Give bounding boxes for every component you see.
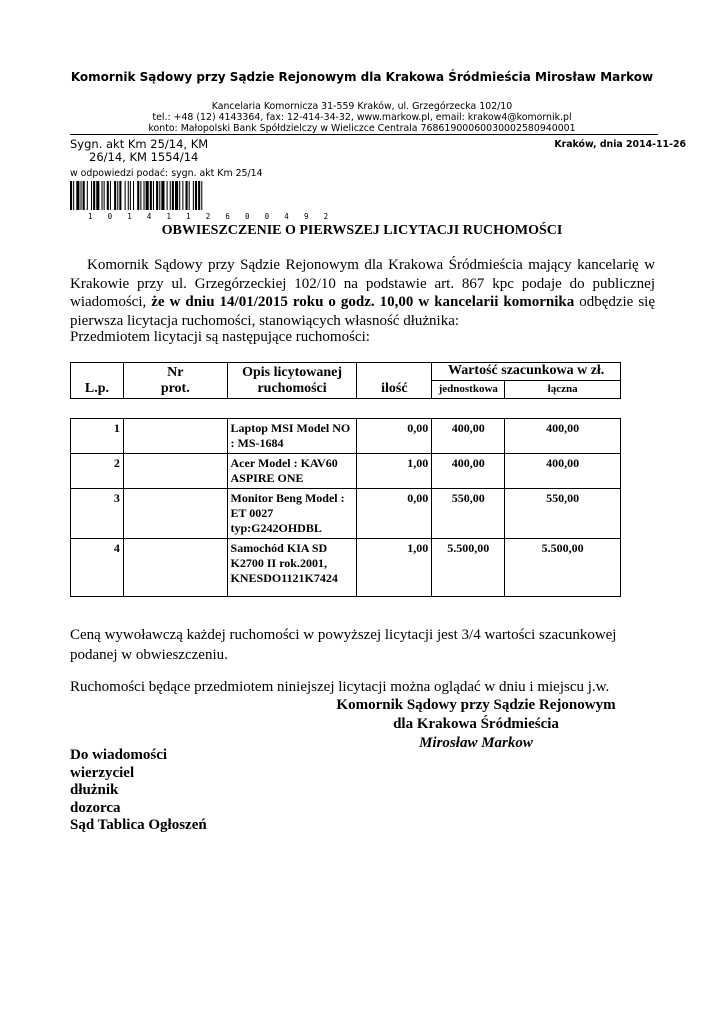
barcode-digits: 1 0 1 4 1 1 2 6 0 0 4 9 2 — [88, 212, 334, 221]
row-description: Monitor Beng Model : ET 0027 typ:G242OHDBL — [227, 489, 357, 539]
distribution-heading: Do wiadomości — [70, 747, 168, 763]
header-nr: Nr — [167, 365, 184, 380]
notice-title: OBWIESZCZENIE O PIERWSZEJ LICYTACJI RUCHOMOŚCI — [161, 223, 563, 238]
row-lp: 4 — [71, 539, 124, 597]
barcode-bar — [102, 181, 103, 210]
barcode-bar — [201, 181, 202, 210]
header-prot: prot. — [160, 381, 190, 396]
header-description — [227, 363, 357, 399]
row-nr — [123, 539, 227, 597]
barcode-bar — [144, 181, 145, 210]
row-unit-value: 550,00 — [432, 489, 505, 539]
barcode-bar — [198, 181, 200, 210]
row-quantity: 1,00 — [357, 454, 432, 489]
notice-body-ending: odbędzie się pierwsza licytacja ruchomości, stanowiących własność dłużnika: — [70, 294, 655, 329]
list-item: Sąd Tablica Ogłoszeń — [70, 817, 207, 833]
header-quantity: ilość — [357, 363, 432, 399]
barcode-bar — [104, 181, 105, 210]
starting-price-note: Ceną wywoławczą każdej ruchomości w powyższej licytacji jest 3/4 wartości szacunkowej podanej w obwieszczeniu. — [70, 627, 617, 663]
barcode-image — [70, 181, 334, 221]
table-row — [71, 419, 621, 454]
signature-name: Mirosław Markow — [419, 735, 533, 751]
barcode-bar — [137, 181, 139, 210]
row-nr — [123, 419, 227, 454]
place-and-date: Kraków, dnia 2014-11-26 — [554, 139, 686, 150]
barcode-bar — [125, 181, 126, 210]
barcode-bar — [146, 181, 149, 210]
barcode-bar — [195, 181, 197, 210]
reply-reference-note: w odpowiedzi podać: sygn. akt Km 25/14 — [70, 168, 263, 179]
barcode-bar — [76, 181, 79, 210]
table-row — [71, 539, 621, 597]
case-reference-line2: 26/14, KM 1554/14 — [89, 150, 199, 164]
header-desc-line1: Opis licytowanej — [242, 365, 343, 380]
barcode-bar — [161, 181, 164, 210]
barcode-bar — [73, 181, 74, 210]
barcode-bar — [175, 181, 178, 210]
row-unit-value: 400,00 — [432, 419, 505, 454]
barcode-bar — [167, 181, 168, 210]
case-reference-line1: Sygn. akt Km 25/14, KM — [70, 137, 209, 151]
barcode-bar — [93, 181, 95, 210]
row-nr — [123, 489, 227, 539]
row-unit-value: 400,00 — [432, 454, 505, 489]
office-bank-account: konto: Małopolski Bank Spółdzielczy w Wieliczce Centrala 76861900060030002580940001 — [148, 123, 576, 134]
barcode-bar — [172, 181, 174, 210]
row-total-value: 400,00 — [505, 454, 621, 489]
notice-body-intro: Komornik Sądowy przy Sądzie Rejonowym dla Krakowa Śródmieścia mający kancelarię w Krakowie przy ul. Grzegórzeckiej 102/10 na podstawie art. 867 kpc podaje do publicznej wiadomości, — [70, 257, 655, 310]
case-reference — [70, 138, 300, 164]
barcode-bar — [107, 181, 109, 210]
list-item: dozorca — [70, 799, 121, 816]
barcode-bar — [114, 181, 116, 210]
barcode-bar — [140, 181, 141, 210]
bailiff-office-title: Komornik Sądowy przy Sądzie Rejonowym dla Krakowa Śródmieścia Mirosław Markow — [70, 70, 654, 84]
signature-line2: dla Krakowa Śródmieścia — [393, 716, 559, 732]
barcode-bar — [96, 181, 99, 210]
header-divider — [70, 134, 658, 135]
barcode-bar — [170, 181, 171, 210]
row-quantity: 0,00 — [357, 419, 432, 454]
header-nr-prot — [123, 363, 227, 399]
barcode-bar — [150, 181, 152, 210]
row-description: Samochód KIA SD K2700 II rok.2001, KNESDO1121K7424 — [227, 539, 357, 597]
barcode-bar — [186, 181, 188, 210]
row-description: Acer Model : KAV60 ASPIRE ONE — [227, 454, 357, 489]
signature-block — [300, 696, 652, 753]
signature-line1: Komornik Sądowy przy Sądzie Rejonowym — [336, 697, 616, 713]
auction-date-time: że w dniu 14/01/2015 roku o godz. 10,00 w kancelarii komornika — [151, 294, 575, 310]
viewing-note: Ruchomości będące przedmiotem niniejszej licytacji można oglądać w dniu i miejscu j.w. — [70, 679, 610, 695]
header-desc-line2: ruchomości — [257, 381, 327, 396]
list-item: dłużnik — [70, 782, 119, 798]
document-barcode — [70, 181, 334, 221]
row-total-value: 5.500,00 — [505, 539, 621, 597]
barcode-bar — [130, 181, 131, 210]
distribution-list — [70, 747, 207, 835]
row-lp: 1 — [71, 419, 124, 454]
auction-subject-intro: Przedmiotem licytacji są następujące ruchomości: — [70, 329, 370, 345]
barcode-bar — [156, 181, 158, 210]
list-item: wierzyciel — [70, 764, 135, 781]
table-row — [71, 454, 621, 489]
row-quantity: 0,00 — [357, 489, 432, 539]
barcode-bar — [91, 181, 92, 210]
barcode-bar — [133, 181, 134, 210]
row-description: Laptop MSI Model NO : MS-1684 — [227, 419, 357, 454]
header-lp: L.p. — [71, 363, 124, 399]
items-table — [70, 418, 621, 597]
row-lp: 2 — [71, 454, 124, 489]
barcode-bar — [81, 181, 82, 210]
barcode-bar — [159, 181, 160, 210]
notice-body — [70, 256, 655, 330]
barcode-bar — [179, 181, 180, 210]
barcode-bar — [87, 181, 88, 210]
row-lp: 3 — [71, 489, 124, 539]
barcode-bar — [128, 181, 129, 210]
items-table-header — [70, 362, 621, 399]
row-unit-value: 5.500,00 — [432, 539, 505, 597]
row-nr — [123, 454, 227, 489]
barcode-bar — [110, 181, 111, 210]
barcode-bar — [117, 181, 118, 210]
row-quantity: 1,00 — [357, 539, 432, 597]
row-total-value: 550,00 — [505, 489, 621, 539]
row-total-value: 400,00 — [505, 419, 621, 454]
barcode-bar — [70, 181, 72, 210]
barcode-bar — [193, 181, 194, 210]
header-unit-value: jednostkowa — [432, 381, 505, 399]
barcode-bar — [83, 181, 85, 210]
barcode-bar — [153, 181, 154, 210]
barcode-bar — [182, 181, 183, 210]
barcode-bar — [189, 181, 190, 210]
header-total-value: łączna — [505, 381, 621, 399]
office-contact: tel.: +48 (12) 4143364, fax: 12-414-34-32, www.markow.pl, email: krakow4@komornik.pl — [152, 112, 572, 123]
barcode-bar — [119, 181, 121, 210]
header-estimated-value: Wartość szacunkowa w zł. — [432, 363, 621, 381]
table-row — [71, 489, 621, 539]
office-address: Kancelaria Komornicza 31-559 Kraków, ul. Grzegórzecka 102/10 — [211, 101, 513, 112]
